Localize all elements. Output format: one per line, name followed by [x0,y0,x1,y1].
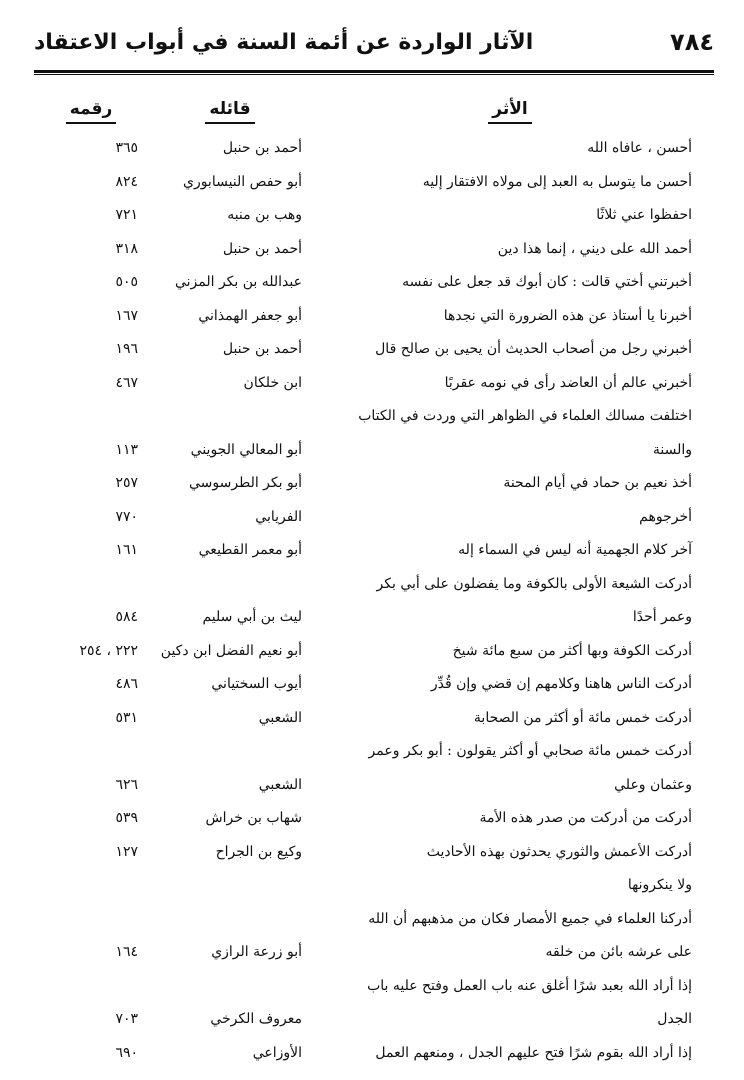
table-row [34,802,692,836]
table-row [34,903,692,937]
table-row [34,836,692,870]
athar-number: ١٦٧ [115,307,138,324]
sayer-name: معروف الكرخي [210,1011,302,1027]
sayer-name: أبو المعالي الجويني [190,441,302,458]
athar-text: أحسن ما يتوسل به العبد إلى مولاه الافتقار إليه [422,173,692,190]
sayer-name: أبو جعفر الهمذاني [198,307,302,324]
athar-number: ٧٧٠ [115,508,138,525]
table-row [34,869,692,903]
athar-number: ٥٣١ [115,709,138,726]
athar-number: ١١٣ [115,441,138,458]
table-row [34,534,692,568]
athar-number: ١٩٦ [115,341,138,357]
sayer-name: ليث بن أبي سليم [202,609,302,625]
athar-number: ٦٢٦ [115,776,138,793]
sayer-name: أحمد بن حنبل [222,240,302,257]
header-rule [34,70,714,73]
running-title: الآثار الواردة عن أئمة السنة في أبواب الاعتقاد [34,30,534,55]
athar-text: وعمر أحدًا [632,609,692,625]
athar-text: والسنة [652,441,692,458]
index-table [34,132,692,1070]
athar-text: أخذ نعيم بن حماد في أيام المحنة [503,475,692,491]
sayer-name: أحمد بن حنبل [222,341,302,357]
table-row [34,1037,692,1071]
athar-number: ٢٢٢ ، ٢٥٤ [79,642,138,659]
table-row [34,400,692,434]
sayer-name: أبو بكر الطرسوسي [189,475,302,491]
header-rule-thin [34,74,714,75]
sayer-name: وهب بن منبه [227,207,302,223]
table-row [34,132,692,166]
athar-text: أدركنا العلماء في جميع الأمصار فكان من مذهبهم أن الله [368,910,692,927]
athar-number: ٧٠٣ [115,1011,138,1027]
table-row [34,568,692,602]
table-row [34,635,692,669]
table-row [34,1003,692,1037]
athar-text: آخر كلام الجهمية أنه ليس في السماء إله [458,542,692,558]
athar-text: أدركت الأعمش والثوري يحدثون بهذه الأحاديث [426,843,692,860]
sayer-name: أبو نعيم الفضل ابن دكين [160,642,302,659]
table-row [34,936,692,970]
athar-text: أحمد الله على ديني ، إنما هذا دين [497,240,692,257]
table-row [34,668,692,702]
table-row [34,333,692,367]
column-header-raqm: رقمه [46,98,136,126]
table-row [34,233,692,267]
table-row [34,601,692,635]
table-row [34,467,692,501]
table-row [34,434,692,468]
sayer-name: الشعبي [258,709,302,726]
table-row [34,300,692,334]
column-header-athar: الأثر [420,98,600,126]
athar-text: إذا أراد الله بعبد شرًا أغلق عنه باب العمل وفتح عليه باب [367,977,692,994]
athar-number: ٢٥٧ [115,475,138,491]
page-number: ٧٨٤ [670,28,714,56]
athar-text: وعثمان وعلي [614,776,692,793]
athar-text: أخبرني رجل من أصحاب الحديث أن يحيى بن صالح قال [375,341,692,357]
athar-number: ٦٩٠ [115,1044,138,1061]
athar-text: احفظوا عني ثلاثًا [596,207,692,223]
sayer-name: أبو حفص النيسابوري [182,173,302,190]
athar-text: أدركت الكوفة وبها أكثر من سبع مائة شيخ [452,642,692,659]
table-row [34,199,692,233]
table-row [34,266,692,300]
table-row [34,702,692,736]
athar-text: اختلفت مسالك العلماء في الظواهر التي وردت في الكتاب [358,408,692,424]
sayer-name: أبو معمر القطيعي [198,542,302,558]
table-row [34,501,692,535]
athar-text: إذا أراد الله بقوم شرًا فتح عليهم الجدل ، ومنعهم العمل [375,1044,692,1061]
column-header-qail: قائله [160,98,300,126]
athar-number: ١٦١ [115,542,138,558]
athar-text: أدركت من أدركت من صدر هذه الأمة [479,810,692,826]
athar-number: ٧٢١ [115,207,138,223]
athar-number: ٣١٨ [115,240,138,257]
athar-text: أخبرنا يا أستاذ عن هذه الضرورة التي نجدها [443,307,692,324]
sayer-name: وكيع بن الجراح [215,843,302,860]
table-row [34,769,692,803]
table-row [34,367,692,401]
athar-text: أخبرني عالم أن العاضد رأى في نومه عقربًا [444,374,692,391]
athar-text: أخبرتني أختي قالت : كان أبوك قد جعل على نفسه [402,274,692,290]
athar-text: أخرجوهم [639,508,692,525]
table-row [34,970,692,1004]
table-row [34,166,692,200]
athar-number: ٥٠٥ [115,274,138,290]
sayer-name: أيوب السختياني [211,676,302,692]
athar-number: ٤٨٦ [115,676,138,692]
athar-text: الجدل [657,1011,692,1027]
sayer-name: الفريابي [255,508,302,525]
sayer-name: شهاب بن خراش [205,810,302,826]
athar-number: ٥٨٤ [115,609,138,625]
sayer-name: عبدالله بن بكر المزني [174,274,302,290]
athar-number: ٨٢٤ [115,173,138,190]
sayer-name: الأوزاعي [252,1044,302,1061]
athar-number: ٤٦٧ [115,374,138,391]
sayer-name: أبو زرعة الرازي [211,944,302,960]
athar-number: ١٢٧ [115,843,138,860]
athar-text: على عرشه بائن من خلقه [545,944,692,960]
athar-text: أحسن ، عافاه الله [587,140,692,156]
page-header [34,28,714,64]
athar-text: ولا ينكرونها [627,877,692,893]
athar-text: أدركت خمس مائة أو أكثر من الصحابة [473,709,692,726]
athar-text: أدركت الناس هاهنا وكلامهم إن قضي وإن قُدِّر [430,676,692,692]
athar-number: ٣٦٥ [115,140,138,156]
sayer-name: الشعبي [258,776,302,793]
athar-number: ٥٣٩ [115,810,138,826]
table-row [34,735,692,769]
athar-text: أدركت خمس مائة صحابي أو أكثر يقولون : أبو بكر وعمر [368,743,692,759]
athar-text: أدركت الشيعة الأولى بالكوفة وما يفضلون على أبي بكر [376,575,692,592]
sayer-name: أحمد بن حنبل [222,140,302,156]
athar-number: ١٦٤ [115,944,138,960]
sayer-name: ابن خلكان [243,374,302,391]
